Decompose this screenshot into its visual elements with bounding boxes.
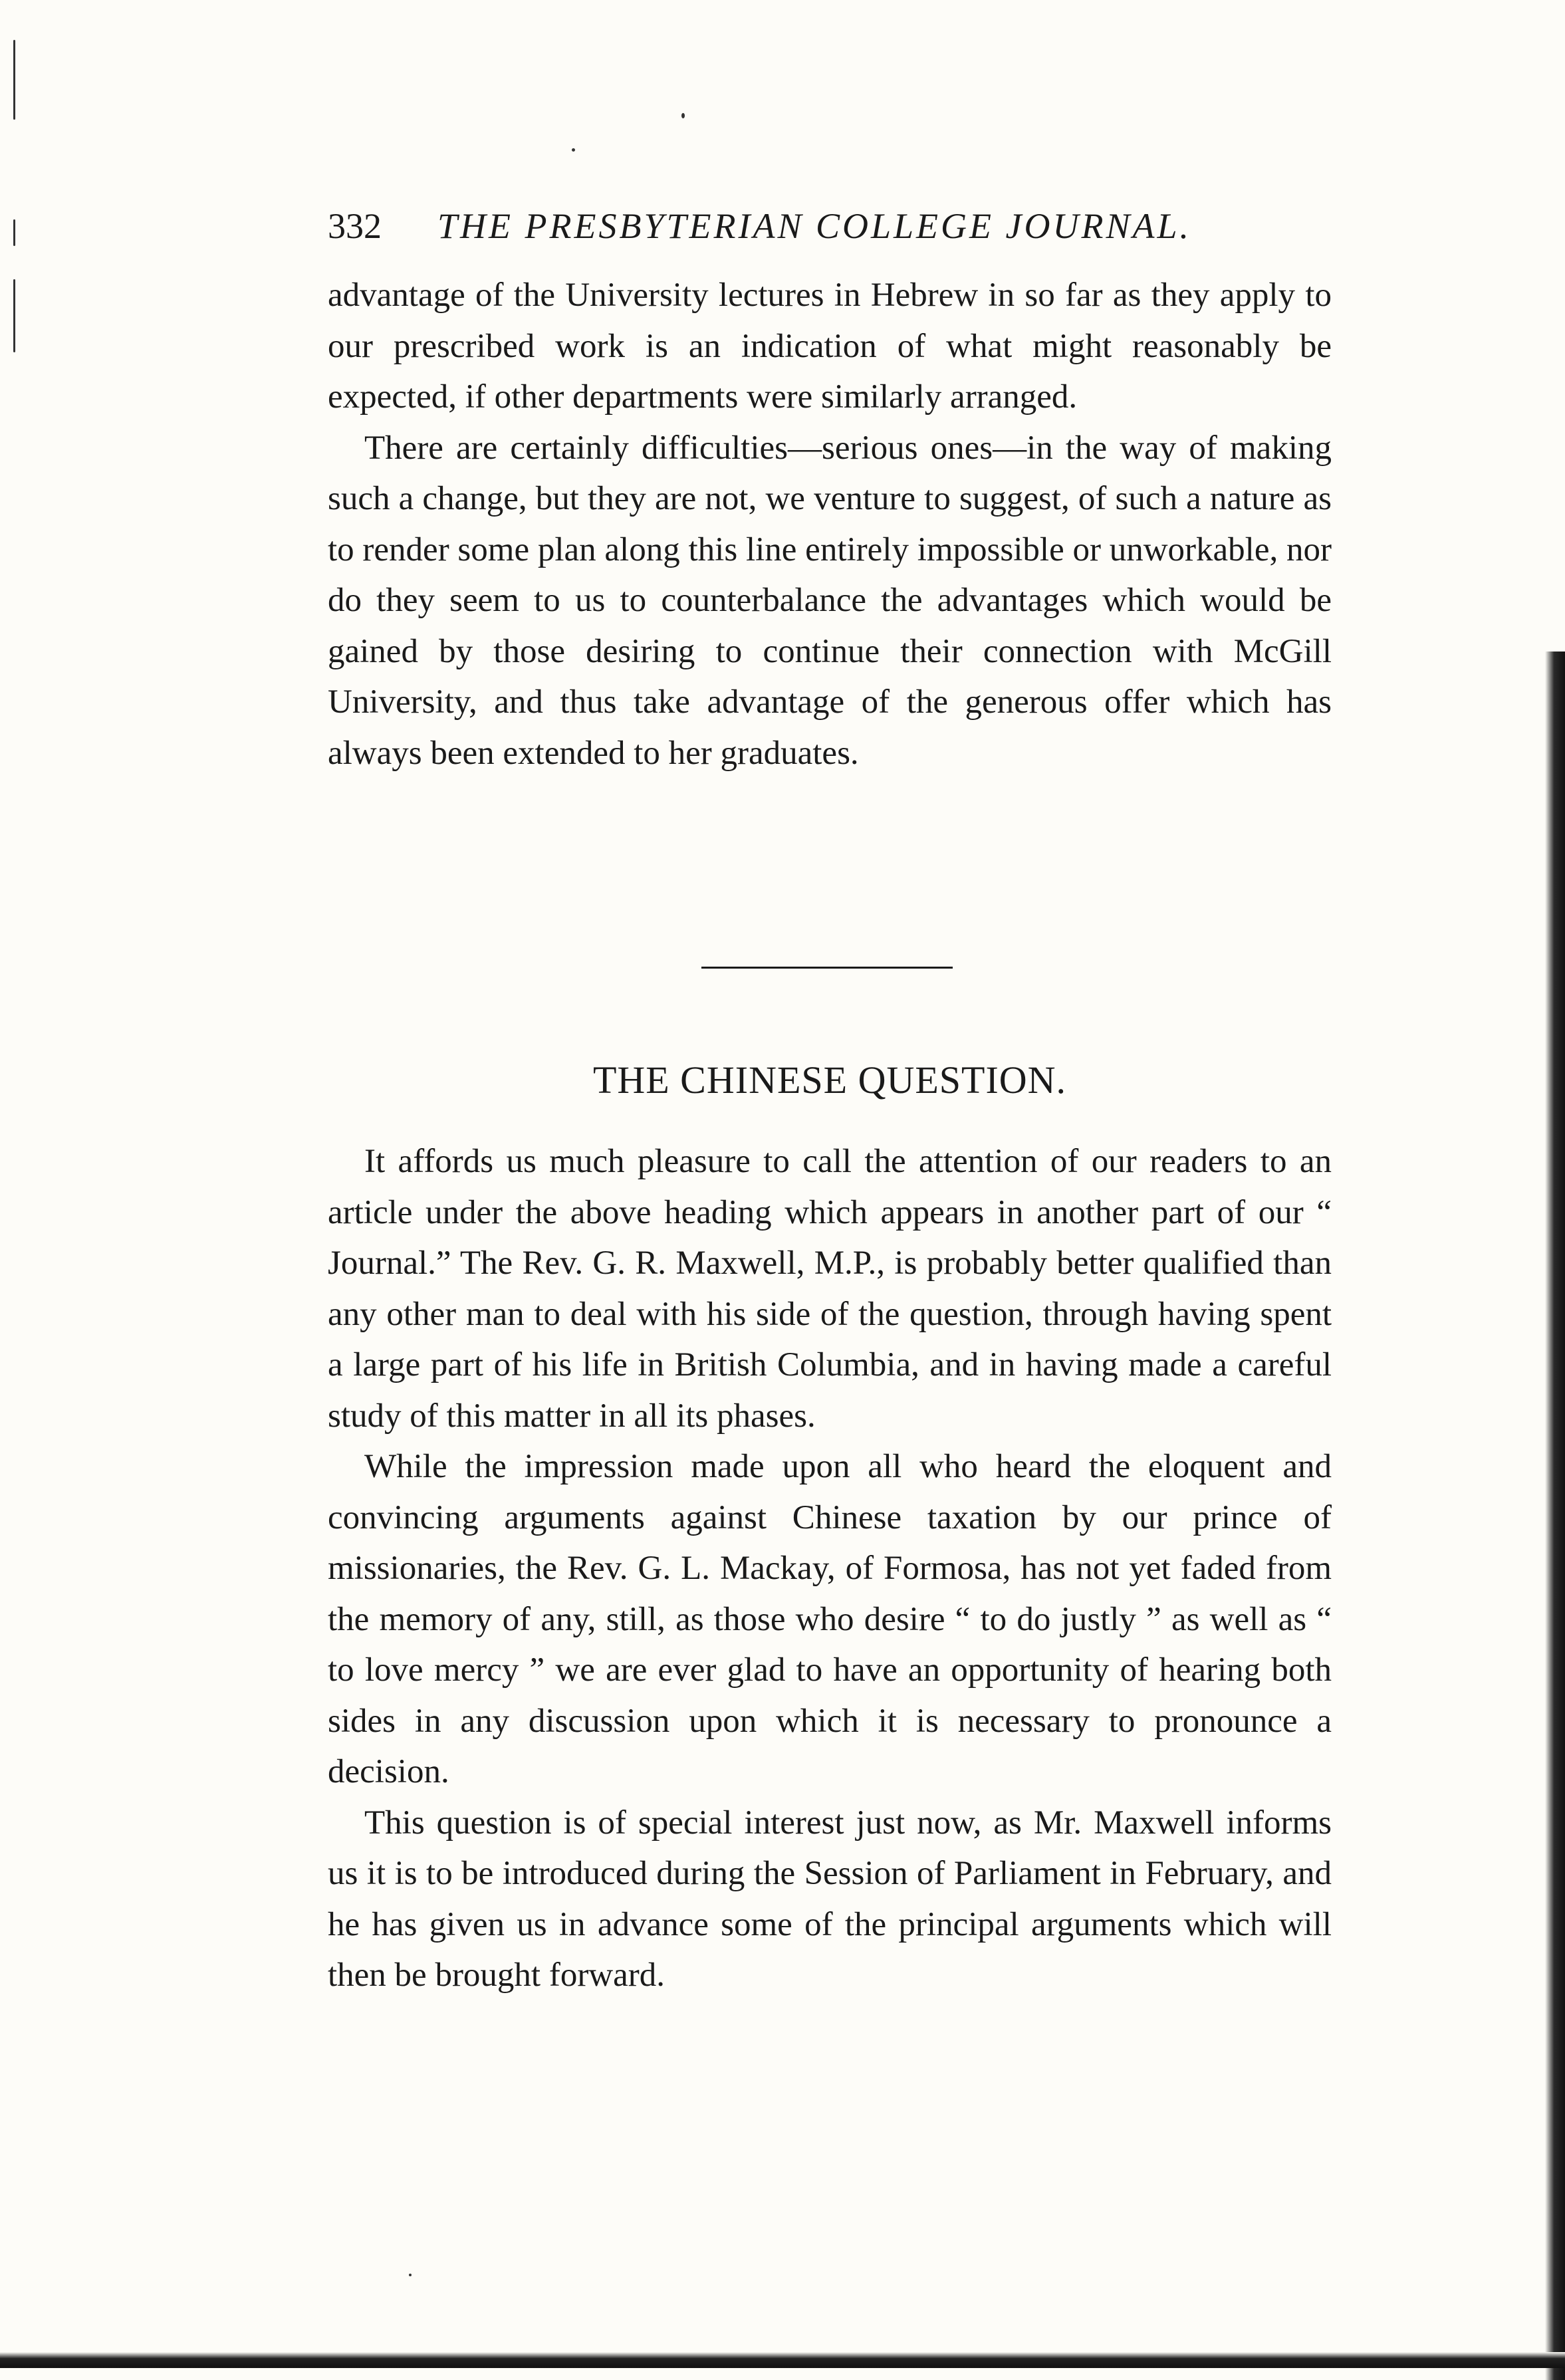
- scan-speck: [409, 2274, 412, 2276]
- scan-speck: [13, 40, 15, 120]
- paragraph: While the impression made upon all who heard the eloquent and convincing arguments against Chinese taxation by our prince of missionaries, the Rev. G. L. Mackay, of Formosa, has not yet faded from the memory of any, still, as those who desire “ to do justly ” as well as “ to love mercy ” we are ever glad to have an opportunity of hearing both sides in any discussion upon which it is necessary to pronounce a decision.: [328, 1448, 1332, 1790]
- scan-speck: [572, 148, 575, 152]
- scan-speck: [681, 113, 685, 118]
- page-binding-shadow: [1545, 652, 1565, 2380]
- section-divider: [701, 967, 953, 969]
- page-number: 332: [328, 206, 382, 246]
- scan-speck: [13, 279, 15, 352]
- paragraph: There are certainly difficulties—serious ones—in the way of making such a change, but they are not, we venture to suggest, of such a nature as to render some plan along this line entirely impossible or unworkable, nor do they seem to us to counterbalance the advantages which would be gained by those desiring to continue their connection with McGill University, and thus take advantage of the generous offer which has always been extended to her graduates.: [328, 429, 1332, 772]
- paragraph: It affords us much pleasure to call the attention of our readers to an article under the above heading which appears in another part of our “ Journal.” The Rev. G. R. Maxwell, M.P., is probably better qualified than any other man to deal with his side of the question, through having spent a large part of his life in British Columbia, and in having made a careful study of this matter in all its phases.: [328, 1143, 1332, 1435]
- running-head: [328, 199, 1192, 253]
- article-title: THE CHINESE QUESTION.: [592, 1058, 1067, 1102]
- scan-speck: [13, 219, 15, 246]
- paragraph: advantage of the University lectures in Hebrew in so far as they apply to our prescribed work is an indication of what might reasonably be expected, if other departments were similarly arranged.: [328, 277, 1332, 416]
- journal-title: THE PRESBYTERIAN COLLEGE JOURNAL.: [437, 206, 1192, 246]
- paragraph: This question is of special interest just now, as Mr. Maxwell informs us it is to be introduced during the Session of Parliament in February, and he has given us in advance some of the principal arguments which will then be brought forward.: [328, 1804, 1332, 1994]
- page-bottom-edge: [0, 2352, 1565, 2368]
- top-section-text: [328, 270, 1332, 778]
- article-body: [328, 1136, 1332, 2001]
